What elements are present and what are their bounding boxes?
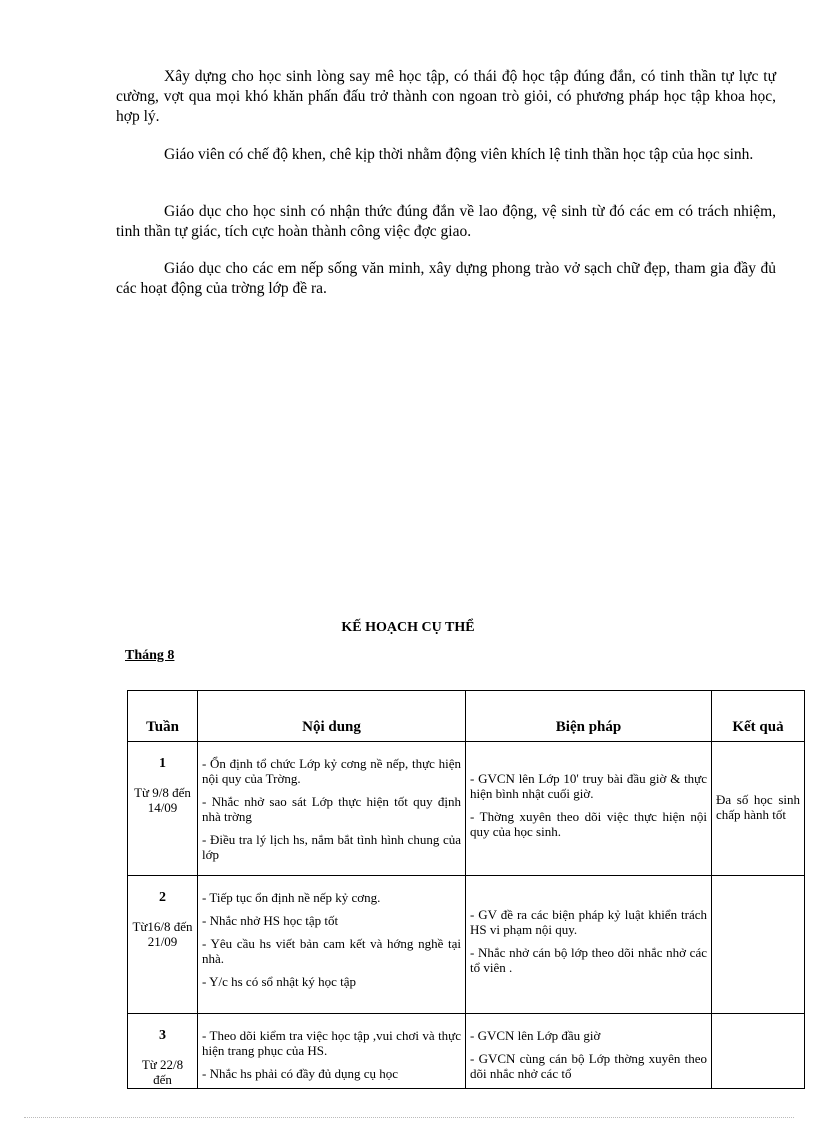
header-result: Kết quả [712, 691, 805, 742]
measure-item: - GVCN cùng cán bộ Lớp thờng xuyên theo dõi nhắc nhở các tổ [470, 1051, 707, 1081]
week-dates: Từ 9/8 đến 14/09 [134, 785, 191, 815]
table-row [128, 1014, 805, 1089]
plan-table [127, 690, 805, 1089]
measure-item: - GVCN lên Lớp 10' truy bài đầu giờ & thực hiện bình nhật cuối giờ. [470, 770, 707, 801]
week-cell [128, 876, 198, 1014]
result-cell [712, 742, 805, 876]
week-number: 3 [159, 1028, 166, 1043]
measure-item: - Nhắc nhở cán bộ lớp theo dõi nhắc nhở các tổ viên . [470, 944, 707, 975]
paragraph-3: Giáo dục cho học sinh có nhận thức đúng đắn về lao động, vệ sinh từ đó các em có trách nhiệm, tinh thần tự giác, tích cực hoàn thành công việc đợc giao. [116, 203, 776, 240]
result-cell [712, 1014, 805, 1089]
plan-title: KẾ HOẠCH CỤ THỂ [341, 620, 475, 635]
content-item: - Tiếp tục ổn định nề nếp kỷ cơng. [202, 890, 381, 905]
content-item: - Điều tra lý lịch hs, nắm bắt tình hình chung của lớp [202, 832, 461, 862]
week-number: 2 [159, 890, 166, 905]
content-item: - Nhắc nhở sao sát Lớp thực hiện tốt quy định nhà trờng [202, 794, 461, 824]
content-item: - Y/c hs có sổ nhật ký học tập [202, 974, 357, 989]
measure-item: - Thờng xuyên theo dõi việc thực hiện nội quy của học sinh. [470, 808, 707, 839]
measure-item: - GV đề ra các biện pháp kỷ luật khiển trách HS vi phạm nội quy. [470, 906, 707, 937]
paragraph-4: Giáo dục cho các em nếp sống văn minh, xây dựng phong trào vở sạch chữ đẹp, tham gia đầy đủ các hoạt động của trờng lớp đề ra. [116, 260, 776, 297]
content-item: - Nhắc hs phải có đầy đủ dụng cụ học [202, 1066, 399, 1081]
week-dates: Từ 22/8 đến [141, 1057, 184, 1087]
week-cell [128, 742, 198, 876]
content-cell [198, 1014, 466, 1089]
table-row [128, 876, 805, 1014]
header-measures: Biện pháp [466, 691, 712, 742]
header-week: Tuần [128, 691, 198, 742]
page-bottom-divider [24, 1117, 794, 1118]
result-cell [712, 876, 805, 1014]
header-content: Nội dung [198, 691, 466, 742]
measures-cell [466, 876, 712, 1014]
result-text: Đa số học sinh chấp hành tốt [716, 792, 800, 822]
week-dates: Từ16/8 đến 21/09 [132, 919, 193, 949]
content-item: - Nhắc nhở HS học tập tốt [202, 913, 339, 928]
measures-cell [466, 1014, 712, 1089]
paragraph-1: Xây dựng cho học sinh lòng say mê học tập, có thái độ học tập đúng đắn, có tinh thần tự lực tự cường, vợt qua mọi khó khăn phấn đấu trở thành con ngoan trò giỏi, có phương pháp học tập khoa học, hợp lý. [116, 68, 776, 125]
table-header-row [128, 691, 805, 742]
month-label: Tháng 8 [125, 648, 175, 663]
content-cell [198, 742, 466, 876]
content-item: - Theo dõi kiểm tra việc học tập ,vui chơi và thực hiện trang phục của HS. [202, 1028, 461, 1058]
week-cell [128, 1014, 198, 1089]
measure-item: - GVCN lên Lớp đầu giờ [470, 1028, 601, 1043]
content-item: - Yêu cầu hs viết bản cam kết và hớng nghề tại nhà. [202, 936, 461, 966]
content-item: - Ổn định tổ chức Lớp kỷ cơng nề nếp, thực hiện nội quy của Trờng. [202, 756, 461, 786]
measures-cell [466, 742, 712, 876]
paragraph-2: Giáo viên có chế độ khen, chê kịp thời nhằm động viên khích lệ tinh thần học tập của học sinh. [164, 146, 754, 163]
content-cell [198, 876, 466, 1014]
week-number: 1 [159, 756, 166, 771]
table-row [128, 742, 805, 876]
